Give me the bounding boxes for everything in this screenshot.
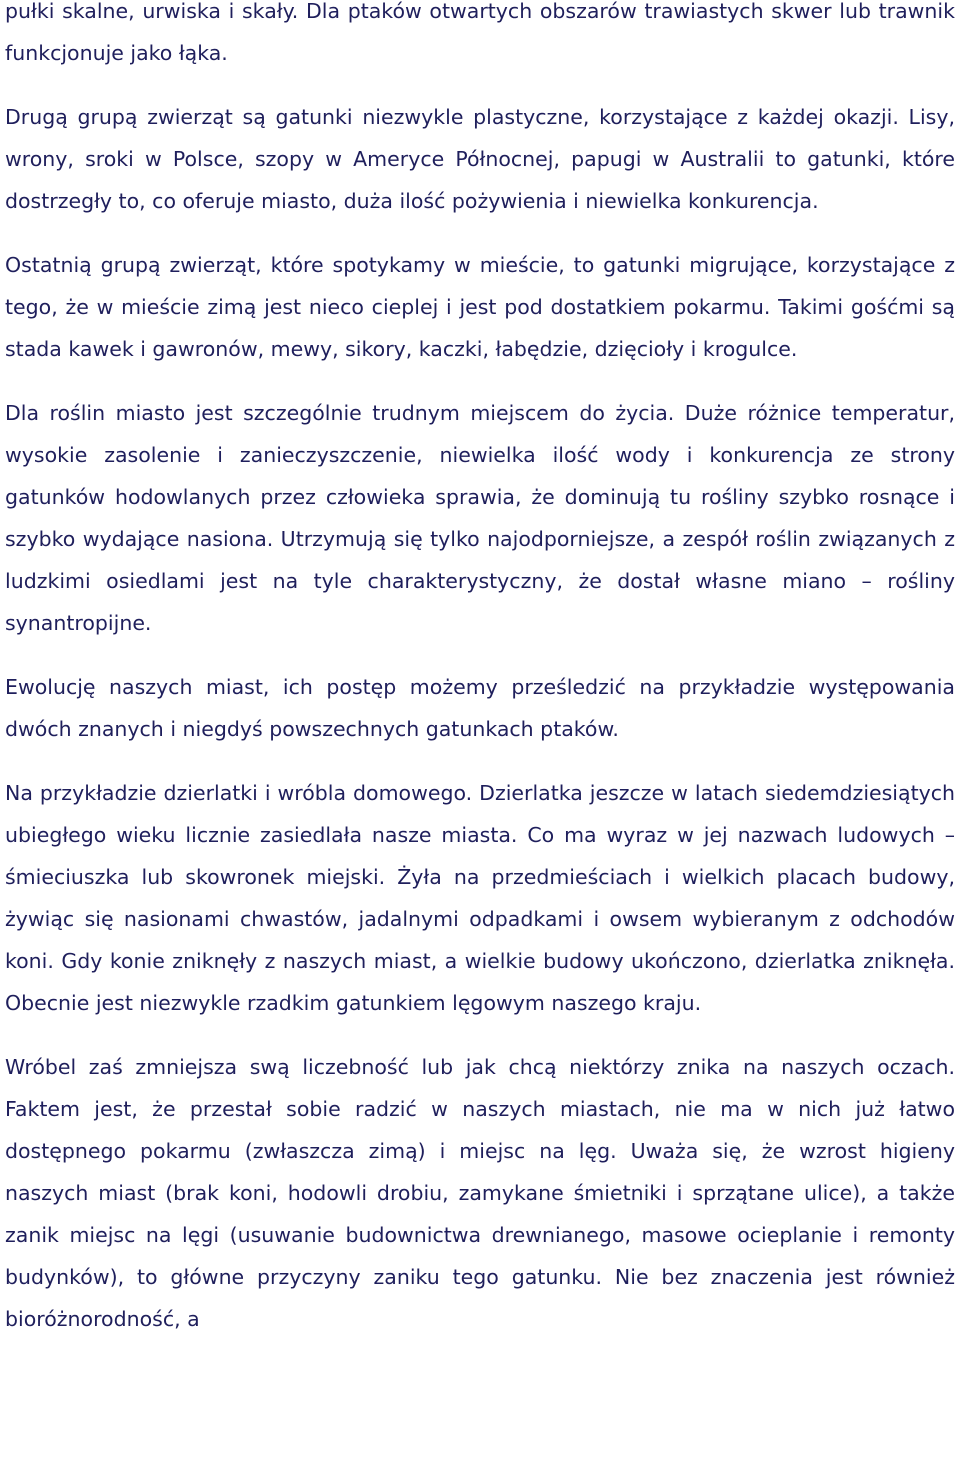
paragraph-plastic-species: Drugą grupą zwierząt są gatunki niezwykle plastyczne, korzystające z każdej okazji. Lisy, wrony, sroki w Polsce, szopy w Ameryce Północnej, papugi w Australii to gatunki, które dostrzegły to, co oferuje miasto, duża ilość pożywienia i niewielka konkurencja. (5, 105, 955, 213)
paragraph-migrating-species: Ostatnią grupą zwierząt, które spotykamy w mieście, to gatunki migrujące, korzystające z tego, że w mieście zimą jest nieco cieplej i jest pod dostatkiem pokarmu. Takimi gośćmi są stada kawek i gawronów, mewy, sikory, kaczki, łabędzie, dzięcioły i krogulce. (5, 253, 955, 361)
paragraph-habitats: pułki skalne, urwiska i skały. Dla ptaków otwartych obszarów trawiastych skwer lub trawnik funkcjonuje jako łąka. (5, 0, 955, 65)
paragraph-evolution: Ewolucję naszych miast, ich postęp możemy prześledzić na przykładzie występowania dwóch znanych i niegdyś powszechnych gatunkach ptaków. (5, 675, 955, 741)
paragraph-crested-lark: Na przykładzie dzierlatki i wróbla domowego. Dzierlatka jeszcze w latach siedemdziesiątych ubiegłego wieku licznie zasiedlała nasze miasta. Co ma wyraz w jej nazwach ludowych – śmieciuszka lub skowronek miejski. Żyła na przedmieściach i wielkich placach budowy, żywiąc się nasionami chwastów, jadalnymi odpadkami i owsem wybieranym z odchodów koni. Gdy konie zniknęły z naszych miast, a wielkie budowy ukończono, dzierlatka zniknęła. Obecnie jest niezwykle rzadkim gatunkiem lęgowym naszego kraju. (5, 781, 955, 1015)
paragraph-sparrow: Wróbel zaś zmniejsza swą liczebność lub jak chcą niektórzy znika na naszych oczach. Faktem jest, że przestał sobie radzić w naszych miastach, nie ma w nich już łatwo dostępnego pokarmu (zwłaszcza zimą) i miejsc na lęg. Uważa się, że wzrost higieny naszych miast (brak koni, hodowli drobiu, zamykane śmietniki i sprzątane ulice), a także zanik miejsc na lęgi (usuwanie budownictwa drewnianego, masowe ocieplanie i remonty budynków), to główne przyczyny zaniku tego gatunku. Nie bez znaczenia jest również bioróżnorodność, a (5, 1055, 955, 1331)
document-body (5, 0, 955, 1362)
paragraph-plants: Dla roślin miasto jest szczególnie trudnym miejscem do życia. Duże różnice temperatur, wysokie zasolenie i zanieczyszczenie, niewielka ilość wody i konkurencja ze strony gatunków hodowlanych przez człowieka sprawia, że dominują tu rośliny szybko rosnące i szybko wydające nasiona. Utrzymują się tylko najodporniejsze, a zespół roślin związanych z ludzkimi osiedlami jest na tyle charakterystyczny, że dostał własne miano – rośliny synantropijne. (5, 401, 955, 635)
